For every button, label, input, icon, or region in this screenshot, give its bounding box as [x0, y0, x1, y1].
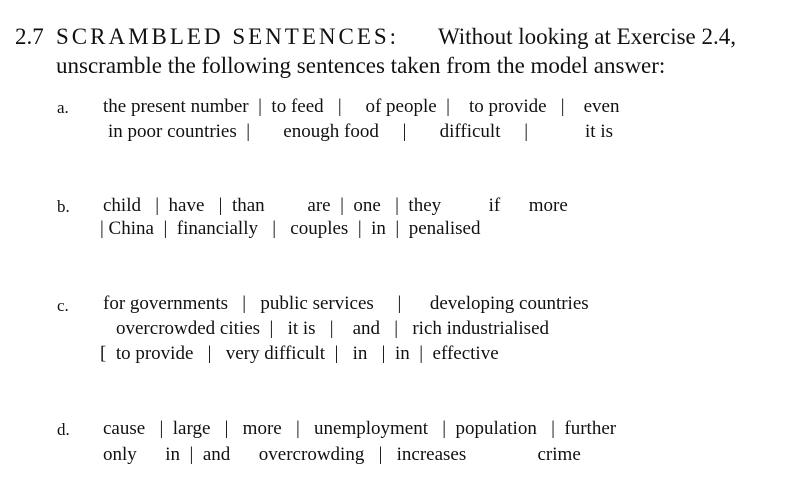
item-label: a.	[57, 98, 69, 117]
exercise-title: SCRAMBLED SENTENCES:	[56, 24, 400, 49]
item-line: the present number | to feed | of people | to provide | even	[103, 96, 620, 117]
item-label: b.	[57, 197, 70, 216]
item-line: overcrowded cities | it is | and | rich industrialised	[116, 318, 550, 339]
item-label: d.	[57, 420, 70, 439]
item-line: | China | financially | couples | in | penalised	[100, 218, 481, 239]
item-line: cause | large | more | unemployment | population | further	[103, 418, 617, 439]
item-line: for governments | public services | developing countries	[103, 293, 589, 314]
item-line: [ to provide | very difficult | in | in | effective	[100, 343, 499, 364]
item-line: child | have | than are | one | they if more	[103, 195, 568, 216]
instruction-line-2: unscramble the following sentences taken from the model answer:	[56, 53, 666, 78]
exercise-number: 2.7	[15, 24, 44, 49]
item-line: in poor countries | enough food | difficult | it is	[108, 121, 614, 142]
instruction-line-1: Without looking at Exercise 2.4,	[438, 24, 737, 49]
item-label: c.	[57, 296, 69, 315]
item-line: only in | and overcrowding | increases crime	[103, 444, 581, 465]
